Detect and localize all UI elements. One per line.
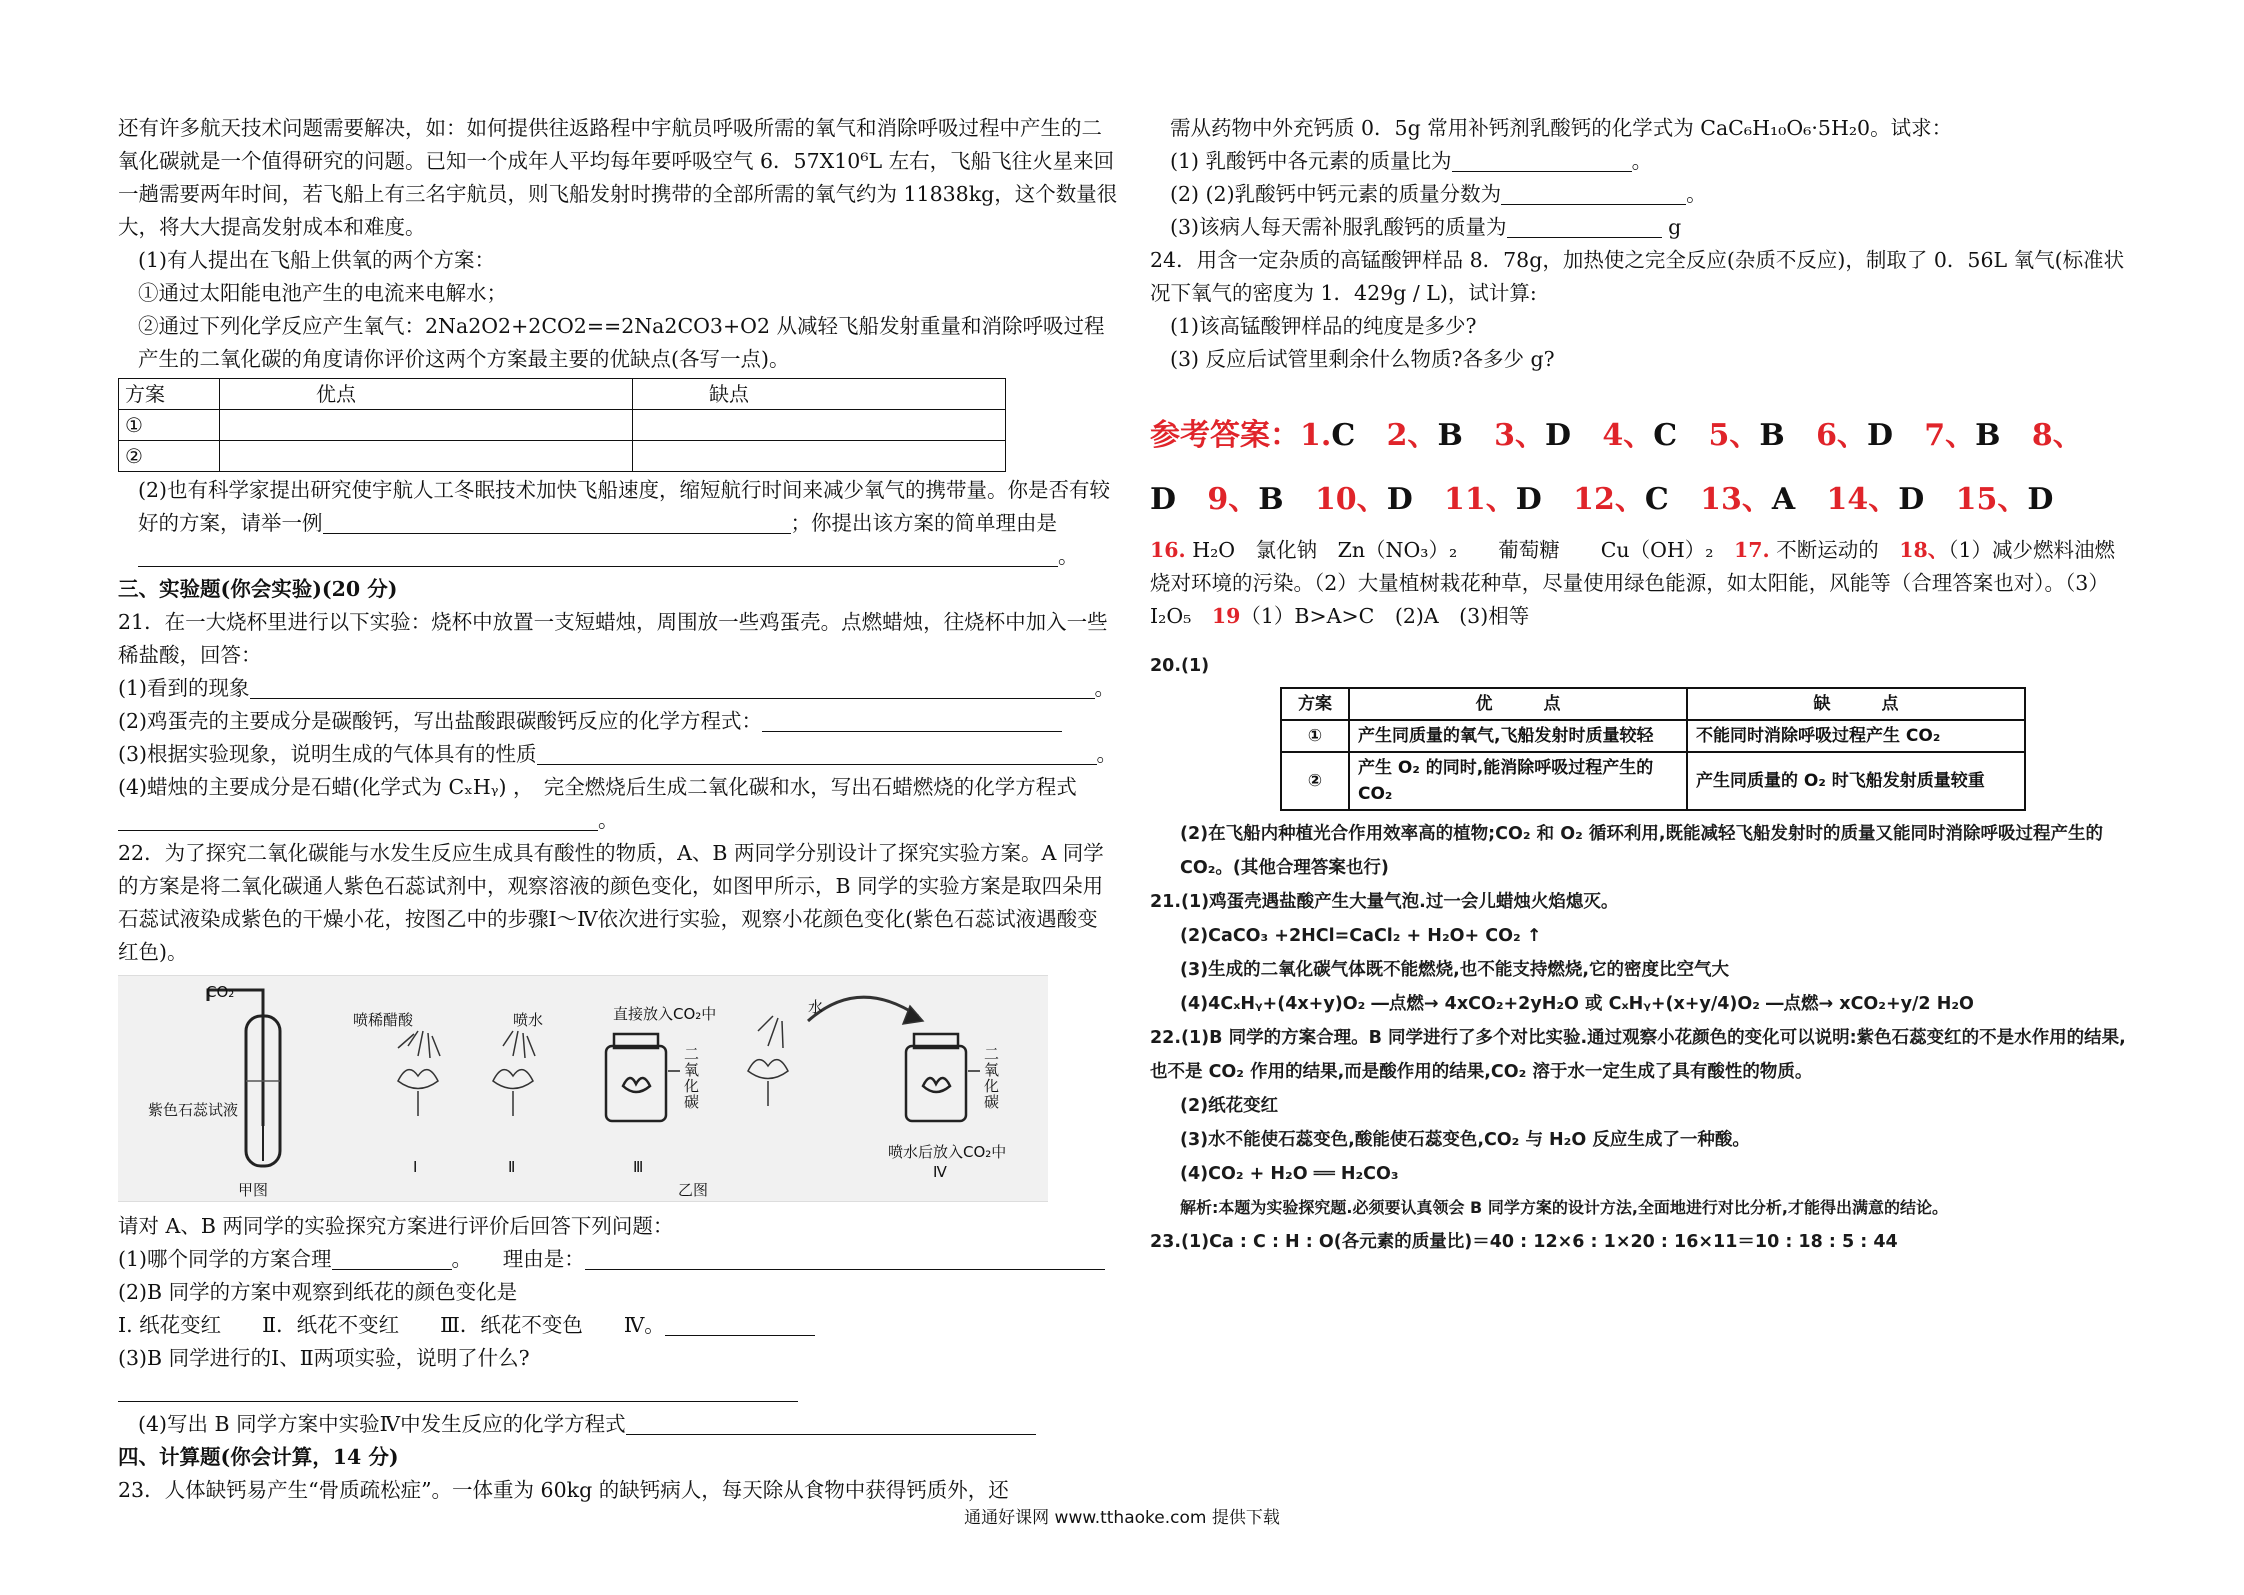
- figure-label-step-1: Ⅰ: [413, 1158, 418, 1176]
- answer-number: 6、: [1816, 418, 1867, 453]
- figure-label-jar-4: 二氧化碳: [984, 1045, 1000, 1111]
- answer-letter: B: [1975, 418, 2001, 453]
- table-cell-empty[interactable]: [633, 410, 1006, 441]
- table-row: [1281, 688, 2025, 720]
- table-row: [119, 410, 1006, 441]
- answer-number: 14、: [1826, 482, 1899, 517]
- section-4-heading: 四、计算题(你会计算，14 分): [118, 1445, 399, 1469]
- answer-letter: B: [1437, 418, 1463, 453]
- answer-letter: A: [1771, 482, 1796, 517]
- footer-credit: 通通好课网 www.tthaoke.com 提供下载: [964, 1508, 1280, 1528]
- table-cell: 产生同质量的 O₂ 时飞船发射质量较重: [1687, 752, 2025, 810]
- answer-blank[interactable]: [1452, 149, 1632, 172]
- question-21-1: (1)看到的现象 。: [118, 676, 1116, 700]
- left-column: [118, 112, 1118, 1507]
- answer-21-3: (3)生成的二氧化碳气体既不能燃烧,也不能支持燃烧,它的密度比空气大: [1180, 960, 1729, 980]
- answer-blank[interactable]: [250, 676, 1095, 699]
- figure-label-after-water: 喷水后放入CO₂中: [888, 1143, 1007, 1161]
- question-21-2: (2)鸡蛋壳的主要成分是碳酸钙，写出盐酸跟碳酸钙反应的化学方程式：: [118, 705, 1118, 738]
- table-cell-empty[interactable]: [633, 441, 1006, 472]
- answer-letter: B: [1258, 482, 1284, 517]
- answer-letter: D: [1898, 482, 1925, 517]
- answer-22-1: 22.(1)B 同学的方案合理。B 同学进行了多个对比实验.通过观察小花颜色的变化可以说明:紫色石蕊变红的不是水作用的结果,也不是 CO₂ 作用的结果,而是酸作用的结果,CO₂ 溶于水一定生成了具有酸性的物质。: [1150, 1028, 2126, 1082]
- question-23-cont: 需从药物中外充钙质 0．5g 常用补钙剂乳酸钙的化学式为 CaC₆H₁₀O₆·5H₂0。试求：: [1170, 116, 1953, 140]
- figure-label-step-3: Ⅲ: [633, 1158, 644, 1176]
- table-header-pros: 优点: [220, 379, 633, 410]
- question-23-2: (2) (2)乳酸钙中钙元素的质量分数为 。: [1170, 182, 1707, 206]
- answer-number: 15、: [1955, 482, 2028, 517]
- answer-number: 8、: [2031, 418, 2083, 453]
- figure-label-jar-3: 二氧化碳: [684, 1045, 700, 1111]
- answer-20-table: [1280, 687, 2026, 811]
- table-cell-plan-1: ①: [119, 410, 220, 441]
- question-22: 22．为了探究二氧化碳能与水发生反应生成具有酸性的物质，A、B 两同学分别设计了探究实验方案。A 同学的方案是将二氧化碳通人紫色石蕊试剂中，观察溶液的颜色变化，如图甲所示，B 同学的实验方案是取四朵用石蕊试液染成紫色的干燥小花，按图乙中的步骤Ⅰ～Ⅳ依次进行实验，观察小花颜色变化(紫色石蕊试液遇酸变红色)。: [118, 841, 1104, 964]
- right-column: [1150, 112, 2135, 1259]
- question-23-1: (1) 乳酸钙中各元素的质量比为 。: [1170, 149, 1653, 173]
- answer-22-note: 解析:本题为实验探究题.必须要认真领会 B 同学方案的设计方法,全面地进行对比分析,才能得出满意的结论。: [1180, 1198, 1948, 1217]
- figure-label-spray-vinegar: 喷稀醋酸: [353, 1011, 414, 1029]
- figure-label-direct-co2: 直接放入CO₂中: [613, 1005, 717, 1023]
- answer-23: 23.(1)Ca : C : H : O(各元素的质量比)＝40 : 12×6 : 1×20 : 16×11＝10 : 18 : 5 : 44: [1150, 1232, 1898, 1252]
- figure-label-water: 水: [808, 998, 824, 1016]
- answer-20-heading: 20.(1): [1150, 656, 1210, 676]
- plan-2: ②通过下列化学反应产生氧气：2Na2O2+2CO2==2Na2CO3+O2 从减轻飞船发射重量和消除呼吸过程产生的二氧化碳的角度请你评价这两个方案最主要的优缺点(各写一点)。: [138, 314, 1105, 371]
- table-cell: 不能同时消除呼吸过程产生 CO₂: [1687, 720, 2025, 752]
- answer-number: 4、: [1602, 418, 1654, 453]
- table-cell: 优 点: [1349, 688, 1687, 720]
- question-21: 21．在一大烧杯里进行以下实验：烧杯中放置一支短蜡烛，周围放一些鸡蛋壳。点燃蜡烛，往烧杯中加入一些稀盐酸，回答：: [118, 610, 1108, 667]
- question-22-intro: 请对 A、B 两同学的实验探究方案进行评价后回答下列问题：: [118, 1214, 674, 1238]
- answer-22-4: (4)CO₂ + H₂O ══ H₂CO₃: [1180, 1164, 1399, 1184]
- answer-blank[interactable]: [665, 1313, 815, 1336]
- answer-20-2: (2)在飞船内种植光合作用效率高的植物;CO₂ 和 O₂ 循环利用,既能减轻飞船发射时的质量又能同时消除呼吸过程产生的 CO₂。(其他合理答案也行): [1180, 824, 2104, 878]
- answer-number: 9、: [1207, 482, 1259, 517]
- answer-number: 11、: [1444, 482, 1516, 517]
- answer-number: 13、: [1700, 482, 1772, 517]
- question-23: 23．人体缺钙易产生“骨质疏松症”。一体重为 60kg 的缺钙病人，每天除从食物中获得钙质外，还: [118, 1478, 1009, 1502]
- answer-letter: C: [1331, 418, 1356, 453]
- table-cell: 产生同质量的氧气,飞船发射时质量较轻: [1349, 720, 1687, 752]
- answer-blank[interactable]: [626, 1412, 1036, 1435]
- answer-number: 3、: [1494, 418, 1546, 453]
- table-cell-empty[interactable]: [220, 441, 633, 472]
- answer-letter: C: [1644, 482, 1669, 517]
- answer-letter: D: [1150, 482, 1177, 517]
- figure-label-co2: CO₂: [206, 983, 235, 1001]
- table-cell-plan-2: ②: [119, 441, 220, 472]
- question-22-1: (1)哪个同学的方案合理 。 理由是：: [118, 1243, 1118, 1276]
- plan-evaluation-table: [118, 378, 1006, 472]
- figure-label-yi: 乙图: [678, 1181, 709, 1199]
- answer-key-title: 参考答案：: [1150, 418, 1300, 453]
- table-header-cons: 缺点: [633, 379, 1006, 410]
- question-21-3: (3)根据实验现象，说明生成的气体具有的性质 。: [118, 742, 1118, 766]
- experiment-figure: [118, 975, 1048, 1202]
- answer-blank[interactable]: [332, 1247, 452, 1270]
- answer-number: 2、: [1386, 418, 1438, 453]
- figure-label-spray-water: 喷水: [513, 1011, 544, 1029]
- question-24: 24．用含一定杂质的高锰酸钾样品 8．78g，加热使之完全反应(杂质不反应)，制取了 0．56L 氧气(标准状况下氧气的密度为 1．429g / L)，试计算:: [1150, 248, 2125, 305]
- answer-number: 5、: [1708, 418, 1760, 453]
- plan-1: ①通过太阳能电池产生的电流来电解水；: [138, 281, 507, 305]
- table-cell: 方案: [1281, 688, 1349, 720]
- answer-blank[interactable]: [585, 1247, 1105, 1270]
- answer-letter: D: [1545, 418, 1572, 453]
- question-23-3: (3)该病人每天需补服乳酸钙的质量为 g: [1170, 215, 1682, 239]
- answer-number: 12、: [1573, 482, 1645, 517]
- intro-paragraph: 还有许多航天技术问题需要解决，如：如何提供往返路程中宇航员呼吸所需的氧气和消除呼吸过程中产生的二氧化碳就是一个值得研究的问题。已知一个成年人平均每年要呼吸空气 6．57X10⁶L 左右，飞船飞往火星来回一趟需要两年时间，若飞船上有三名宇航员，则飞船发射时携带的全部所需的氧气约为 11838kg，这个数量很大，将大大提高发射成本和难度。: [118, 116, 1118, 239]
- answer-blank[interactable]: [118, 1379, 798, 1402]
- answer-number: 10、: [1314, 482, 1387, 517]
- table-row: [119, 441, 1006, 472]
- figure-label-step-4: Ⅳ: [933, 1163, 947, 1181]
- answer-blank[interactable]: [537, 742, 1097, 765]
- answer-letter: C: [1653, 418, 1678, 453]
- answer-blank[interactable]: [1501, 182, 1686, 205]
- question-24-2: (3) 反应后试管里剩余什么物质?各多少 g?: [1170, 347, 1555, 371]
- table-row: [1281, 720, 2025, 752]
- answer-letter: D: [1866, 418, 1893, 453]
- question-21-4: (4)蜡烛的主要成分是石蜡(化学式为 CₓHᵧ) ， 完全燃烧后生成二氧化碳和水，写出石蜡燃烧的化学方程式。: [118, 775, 1077, 832]
- table-cell: ②: [1281, 752, 1349, 810]
- answers-16-19: 16. H₂O 氯化钠 Zn（NO₃）₂ 葡萄糖 Cu（OH）₂ 17. 不断运动的 18、（1）减少燃料油燃烧对环境的污染。（2）大量植树栽花种草，尽量使用绿色能源，如太阳能，风能等（合理答案也对）。（3）I₂O₅ 19（1）B>A>C (2)A (3)相等: [1150, 538, 2116, 628]
- table-cell-empty[interactable]: [220, 410, 633, 441]
- answer-letter: D: [1386, 482, 1413, 517]
- answer-blank[interactable]: [118, 808, 598, 831]
- answer-21-2: (2)CaCO₃ +2HCl=CaCl₂ + H₂O+ CO₂ ↑: [1180, 926, 1542, 946]
- question-22-3: (3)B 同学进行的Ⅰ、Ⅱ两项实验，说明了什么?: [118, 1342, 1118, 1408]
- answer-number: 7、: [1924, 418, 1976, 453]
- answer-22-2: (2)纸花变红: [1180, 1096, 1279, 1116]
- table-header-plan: 方案: [119, 379, 220, 410]
- table-row: [1281, 752, 2025, 810]
- question-22-2-options: Ⅰ. 纸花变红 Ⅱ．纸花不变红 Ⅲ．纸花不变色 Ⅳ。: [118, 1309, 1118, 1342]
- figure-label-jia: 甲图: [238, 1181, 269, 1199]
- answer-blank[interactable]: [1507, 215, 1662, 238]
- table-cell: 缺 点: [1687, 688, 2025, 720]
- question-20-2: (2)也有科学家提出研究使宇航人工冬眠技术加快飞船速度，缩短航行时间来减少氧气的携带量。你是否有较好的方案，请举一例 ；你提出该方案的简单理由是。: [138, 478, 1111, 568]
- table-cell: ①: [1281, 720, 1349, 752]
- answer-22-3: (3)水不能使石蕊变色,酸能使石蕊变色,CO₂ 与 H₂O 反应生成了一种酸。: [1180, 1130, 1750, 1150]
- answer-blank[interactable]: [323, 511, 791, 534]
- answer-key: [1150, 404, 2135, 532]
- answer-number: 1.: [1300, 418, 1332, 453]
- answer-letter: B: [1759, 418, 1785, 453]
- answer-blank[interactable]: [138, 544, 1058, 567]
- table-row: [119, 379, 1006, 410]
- answer-blank[interactable]: [762, 709, 1062, 732]
- question-22-2: (2)B 同学的方案中观察到纸花的颜色变化是: [118, 1280, 518, 1304]
- section-3-heading: 三、实验题(你会实验)(20 分): [118, 577, 398, 601]
- question-22-4: (4)写出 B 同学方案中实验Ⅳ中发生反应的化学方程式: [118, 1408, 1118, 1441]
- answer-21-4: (4)4CₓHᵧ+(4x+y)O₂ ―点燃→ 4xCO₂+2yH₂O 或 CₓHᵧ+(x+y/4)O₂ ―点燃→ xCO₂+y/2 H₂O: [1180, 994, 1974, 1014]
- figure-label-litmus: 紫色石蕊试液: [148, 1101, 239, 1119]
- question-24-1: (1)该高锰酸钾样品的纯度是多少?: [1170, 314, 1477, 338]
- figure-label-step-2: Ⅱ: [508, 1158, 516, 1176]
- table-cell: 产生 O₂ 的同时,能消除呼吸过程产生的 CO₂: [1349, 752, 1687, 810]
- answer-letter: D: [2027, 482, 2054, 517]
- question-20-1: (1)有人提出在飞船上供氧的两个方案：: [138, 248, 496, 272]
- answer-letter: D: [1515, 482, 1542, 517]
- answer-21-1: 21.(1)鸡蛋壳遇盐酸产生大量气泡.过一会儿蜡烛火焰熄灭。: [1150, 892, 1619, 912]
